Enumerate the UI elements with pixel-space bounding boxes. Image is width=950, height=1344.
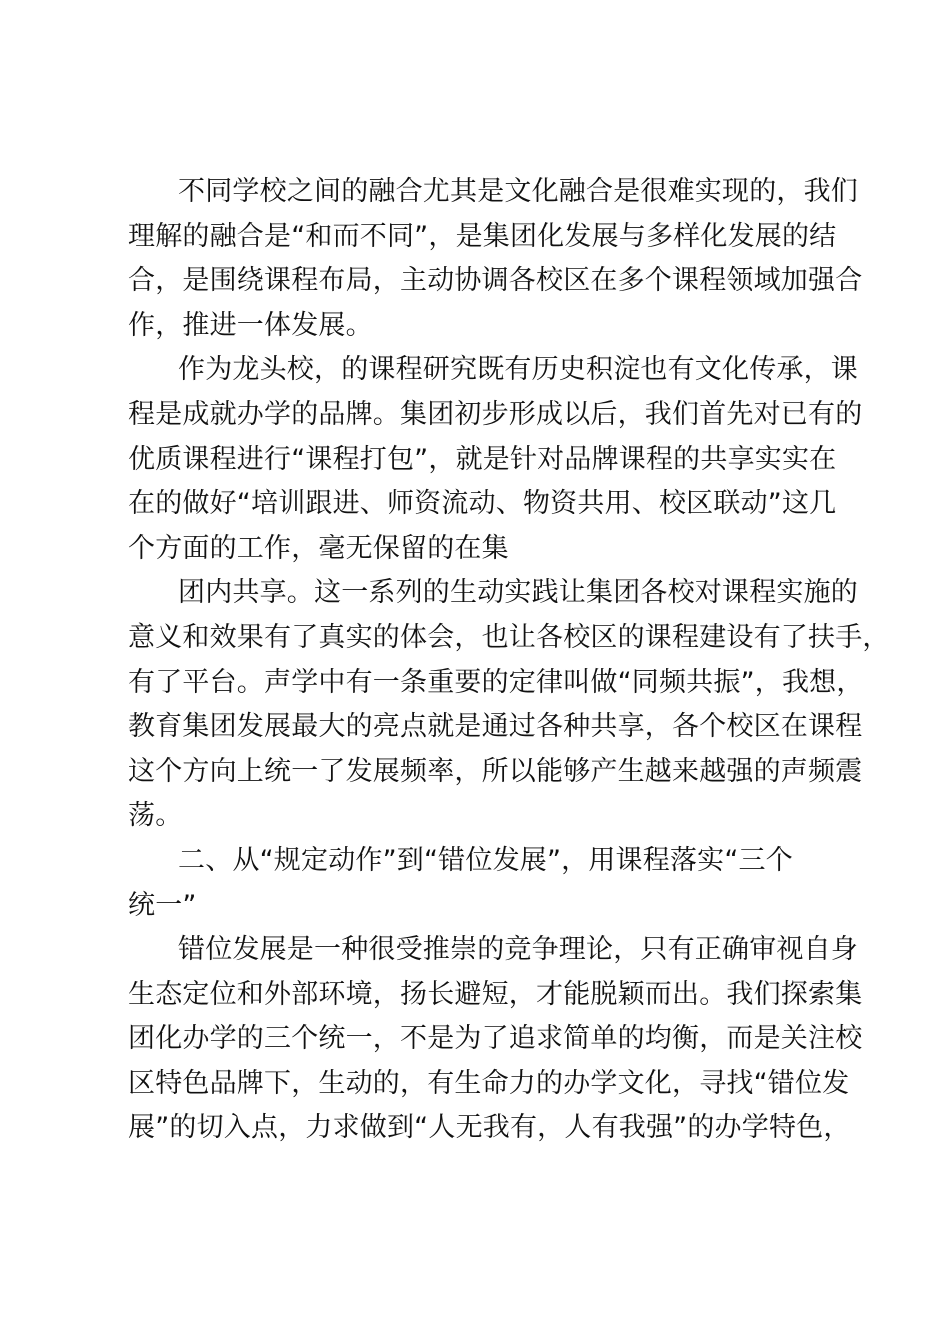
heading-line: 二、从“规定动作”到“错位发展”，用课程落实“三个: [178, 844, 793, 876]
text-line: 生态定位和外部环境，扬长避短，才能脱颖而出。我们探索集: [128, 978, 863, 1010]
text-line: 有了平台。声学中有一条重要的定律叫做“同频共振”，我想，: [128, 666, 864, 698]
text-line: 团化办学的三个统一，不是为了追求简单的均衡，而是关注校: [128, 1023, 863, 1055]
text-line: 教育集团发展最大的亮点就是通过各种共享，各个校区在课程: [128, 711, 863, 743]
text-line: 不同学校之间的融合尤其是文化融合是很难实现的，我们: [178, 176, 858, 207]
text-line: 程是成就办学的品牌。集团初步形成以后，我们首先对已有的: [128, 398, 863, 430]
text-line: 这个方向上统一了发展频率，所以能够产生越来越强的声频震: [128, 755, 863, 787]
paragraph-3: [128, 571, 890, 839]
body-text: [128, 170, 890, 1151]
section-heading: [128, 839, 840, 928]
paragraph-2: [128, 348, 863, 571]
text-line: 合，是围绕课程布局，主动协调各校区在多个课程领域加强合: [128, 265, 863, 297]
text-line: 展”的切入点，力求做到“人无我有，人有我强”的办学特色，: [128, 1112, 851, 1144]
text-line: 荡。: [128, 800, 183, 832]
paragraph-4: [128, 928, 863, 1151]
text-line: 作为龙头校，的课程研究既有历史积淀也有文化传承，课: [178, 354, 858, 386]
heading-line: 统一”: [128, 889, 197, 921]
text-line: 意义和效果有了真实的体会，也让各校区的课程建设有了扶手，: [128, 621, 890, 653]
text-line: 作，推进一体发展。: [128, 309, 373, 341]
paragraph-1: [128, 170, 863, 348]
text-line: 个方面的工作，毫无保留的在集: [128, 532, 509, 564]
text-line: 在的做好“培训跟进、师资流动、物资共用、校区联动”这几: [128, 488, 837, 520]
text-line: 团内共享。这一系列的生动实践让集团各校对课程实施的: [178, 577, 858, 609]
text-line: 优质课程进行“课程打包”，就是针对品牌课程的共享实实在: [128, 443, 837, 475]
text-line: 理解的融合是“和而不同”，是集团化发展与多样化发展的结: [128, 220, 837, 252]
text-line: 区特色品牌下，生动的，有生命力的办学文化，寻找“错位发: [128, 1067, 850, 1099]
text-line: 错位发展是一种很受推崇的竞争理论，只有正确审视自身: [178, 934, 858, 966]
